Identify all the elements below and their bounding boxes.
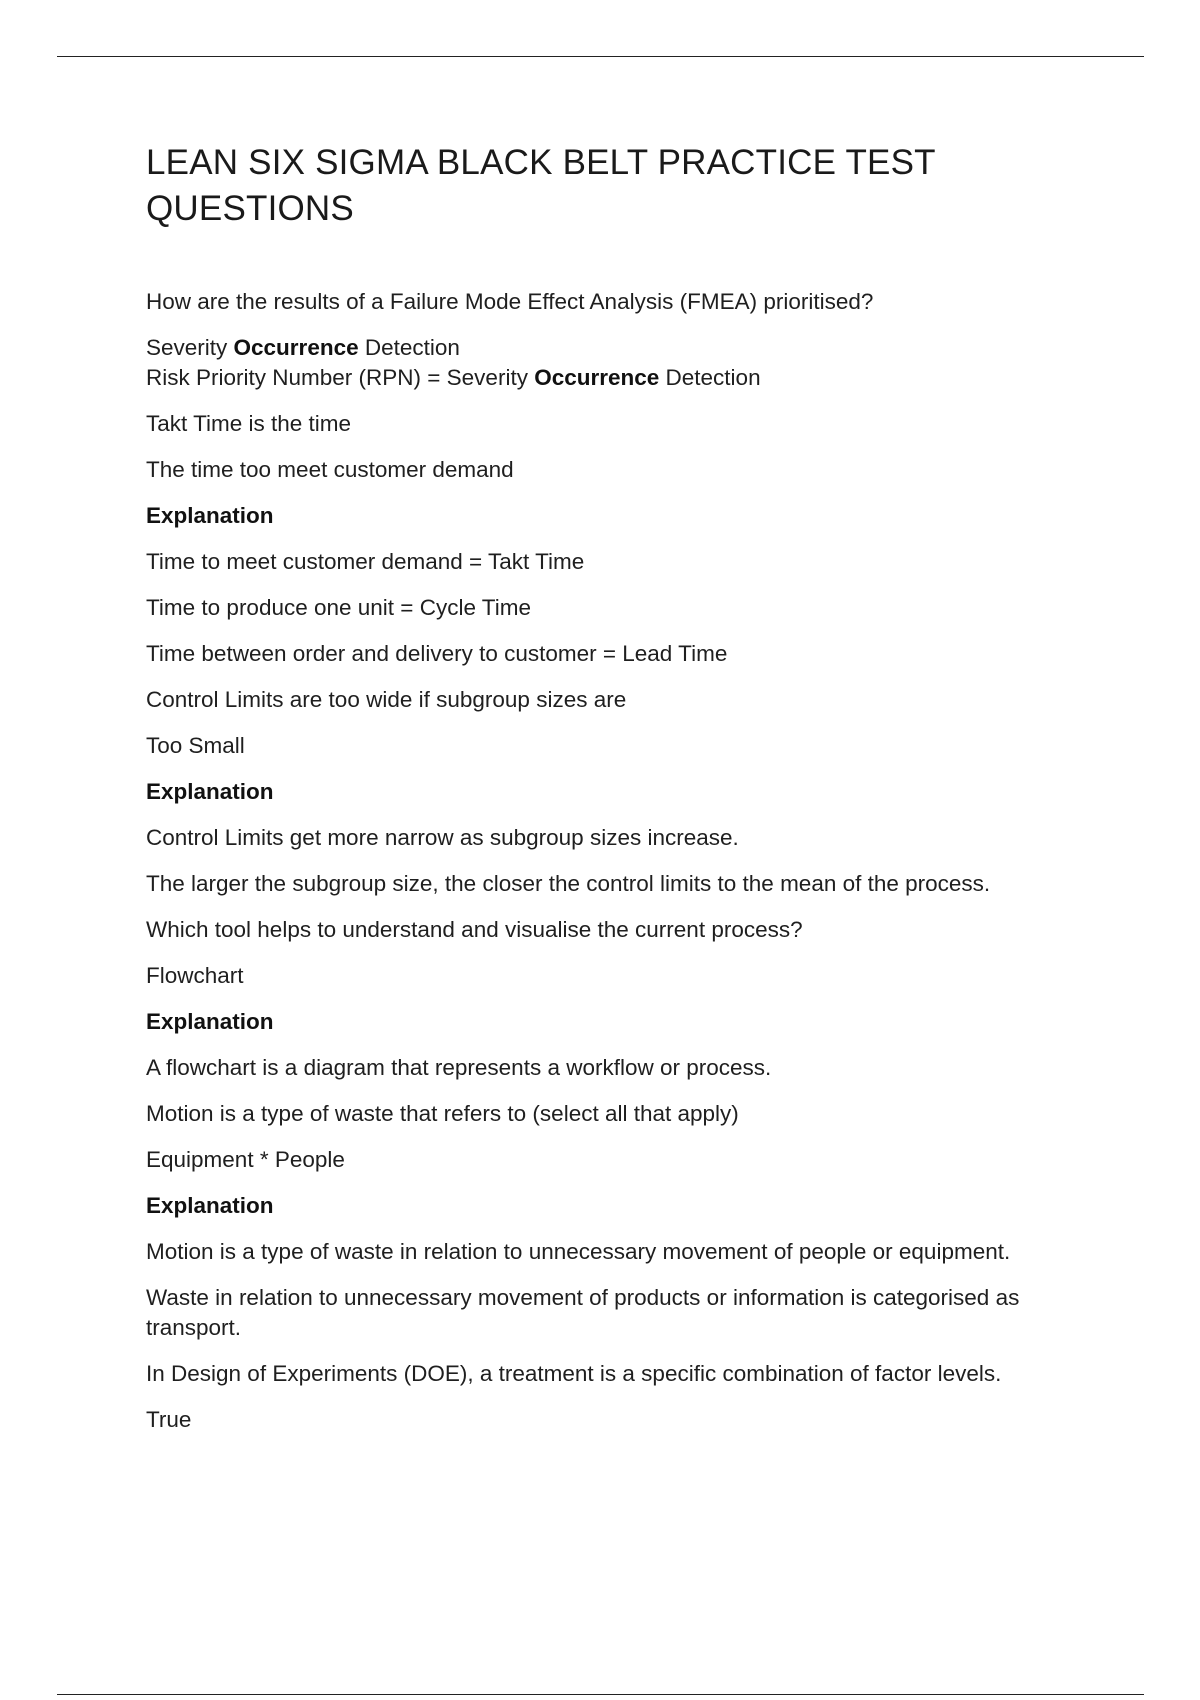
- answer-control-limits: Too Small: [146, 733, 245, 758]
- explanation-text: Time to produce one unit = Cycle Time: [146, 595, 531, 620]
- answer-fmea-line-1: Severity Occurrence Detection: [146, 335, 460, 360]
- question-control-limits: Control Limits are too wide if subgroup sizes are: [146, 687, 627, 712]
- explanation-text: Motion is a type of waste in relation to unnecessary movement of people or equipment.: [146, 1239, 1011, 1264]
- explanation-heading: Explanation: [146, 503, 274, 528]
- explanation-text: Time between order and delivery to customer = Lead Time: [146, 641, 728, 666]
- answer-process-tool: Flowchart: [146, 963, 244, 988]
- explanation-text: Waste in relation to unnecessary movement of products or information is categorised as transport.: [146, 1285, 1020, 1340]
- answer-doe-treatment: True: [146, 1407, 192, 1432]
- footer-rule: [57, 1694, 1144, 1695]
- question-process-tool: Which tool helps to understand and visualise the current process?: [146, 917, 803, 942]
- explanation-heading: Explanation: [146, 1009, 274, 1034]
- question-motion-waste: Motion is a type of waste that refers to (select all that apply): [146, 1101, 739, 1126]
- page-title: LEAN SIX SIGMA BLACK BELT PRACTICE TEST QUESTIONS: [146, 143, 936, 228]
- document-body: [146, 140, 1136, 1451]
- explanation-text: Time to meet customer demand = Takt Time: [146, 549, 585, 574]
- explanation-heading: Explanation: [146, 779, 274, 804]
- answer-fmea-line-2: Risk Priority Number (RPN) = Severity Occurrence Detection: [146, 365, 761, 390]
- explanation-text: A flowchart is a diagram that represents a workflow or process.: [146, 1055, 772, 1080]
- question-fmea: How are the results of a Failure Mode Effect Analysis (FMEA) prioritised?: [146, 289, 874, 314]
- answer-motion-waste: Equipment * People: [146, 1147, 345, 1172]
- explanation-text: Control Limits get more narrow as subgroup sizes increase.: [146, 825, 739, 850]
- question-doe-treatment: In Design of Experiments (DOE), a treatment is a specific combination of factor levels.: [146, 1361, 1002, 1386]
- explanation-heading: Explanation: [146, 1193, 274, 1218]
- explanation-text: The larger the subgroup size, the closer the control limits to the mean of the process.: [146, 871, 991, 896]
- question-takt-time: Takt Time is the time: [146, 411, 352, 436]
- header-rule: [57, 56, 1144, 57]
- answer-takt-time: The time too meet customer demand: [146, 457, 514, 482]
